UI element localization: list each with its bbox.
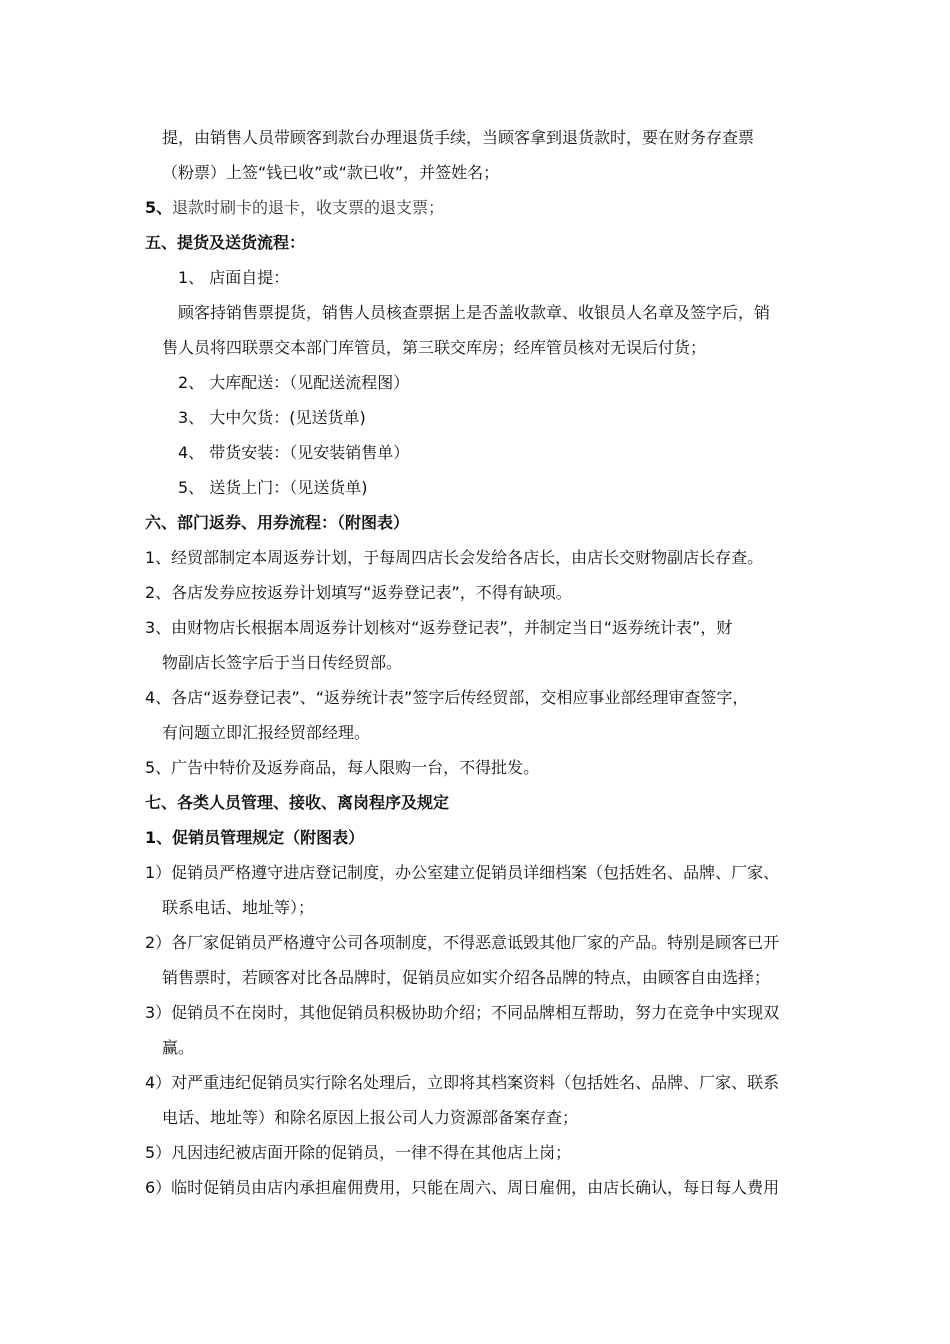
text-line: 物副店长签字后于当日传经贸部。 — [162, 653, 403, 672]
text-line: 退款时刷卡的退卡，收支票的退支票； — [172, 198, 445, 217]
list-item: 1、 店面自提： — [178, 268, 290, 287]
section-heading: 七、各类人员管理、接收、离岗程序及规定 — [145, 793, 450, 812]
section-heading: 六、部门返券、用券流程：（附图表） — [145, 513, 410, 532]
section-heading: 五、提货及送货流程： — [145, 233, 306, 252]
text-line: 销售票时，若顾客对比各品牌时，促销员应如实介绍各品牌的特点，由顾客自由选择； — [162, 968, 771, 987]
list-item: 4、 带货安装：（见安装销售单） — [178, 443, 410, 462]
list-item: 2）各厂家促销员严格遵守公司各项制度，不得恶意诋毁其他厂家的产品。特别是顾客已开 — [145, 933, 780, 952]
list-item: 5、广告中特价及返券商品，每人限购一台，不得批发。 — [145, 758, 540, 777]
list-item: 3）促销员不在岗时，其他促销员积极协助介绍；不同品牌相互帮助，努力在竞争中实现双 — [145, 1003, 780, 1022]
text-line: 联系电话、地址等）； — [162, 898, 315, 917]
text-line: 提，由销售人员带顾客到款台办理退货手续，当顾客拿到退货款时，要在财务存查票 — [162, 128, 755, 147]
list-item: 1）促销员严格遵守进店登记制度，办公室建立促销员详细档案（包括姓名、品牌、厂家、 — [145, 863, 780, 882]
list-item: 3、 大中欠货：(见送货单) — [178, 408, 366, 427]
list-item: 2、 大库配送：（见配送流程图） — [178, 373, 410, 392]
list-item: 1、经贸部制定本周返券计划，于每周四店长会发给各店长，由店长交财物副店长存查。 — [145, 548, 764, 567]
list-item: 5）凡因违纪被店面开除的促销员，一律不得在其他店上岗； — [145, 1143, 572, 1162]
text-line: 有问题立即汇报经贸部经理。 — [162, 723, 371, 742]
list-item: 5、 送货上门：（见送货单) — [178, 478, 368, 497]
text-line: （粉票）上签“钱已收”或“款已收”，并签姓名； — [162, 163, 500, 182]
list-item: 2、各店发券应按返券计划填写“返券登记表”，不得有缺项。 — [145, 583, 572, 602]
text-line: 赢。 — [162, 1038, 195, 1057]
list-item: 4、各店“返券登记表”、“返券统计表”签字后传经贸部，交相应事业部经理审查签字， — [145, 688, 749, 707]
text-line: 电话、地址等）和除名原因上报公司人力资源部备案存查； — [162, 1108, 579, 1127]
subsection-heading: 1、促销员管理规定（附图表） — [145, 828, 365, 847]
list-item: 4）对严重违纪促销员实行除名处理后，立即将其档案资料（包括姓名、品牌、厂家、联系 — [145, 1073, 780, 1092]
text-line: 顾客持销售票提货，销售人员核查票据上是否盖收款章、收银员人名章及签字后，销 — [178, 303, 771, 322]
text-line: 售人员将四联票交本部门库管员，第三联交库房；经库管员核对无误后付货； — [162, 338, 707, 357]
list-item: 3、由财物店长根据本周返券计划核对“返券登记表”，并制定当日“返券统计表”，财 — [145, 618, 733, 637]
list-number: 5、 — [145, 198, 173, 217]
list-item: 6）临时促销员由店内承担雇佣费用，只能在周六、周日雇佣，由店长确认，每日每人费用 — [145, 1178, 780, 1197]
